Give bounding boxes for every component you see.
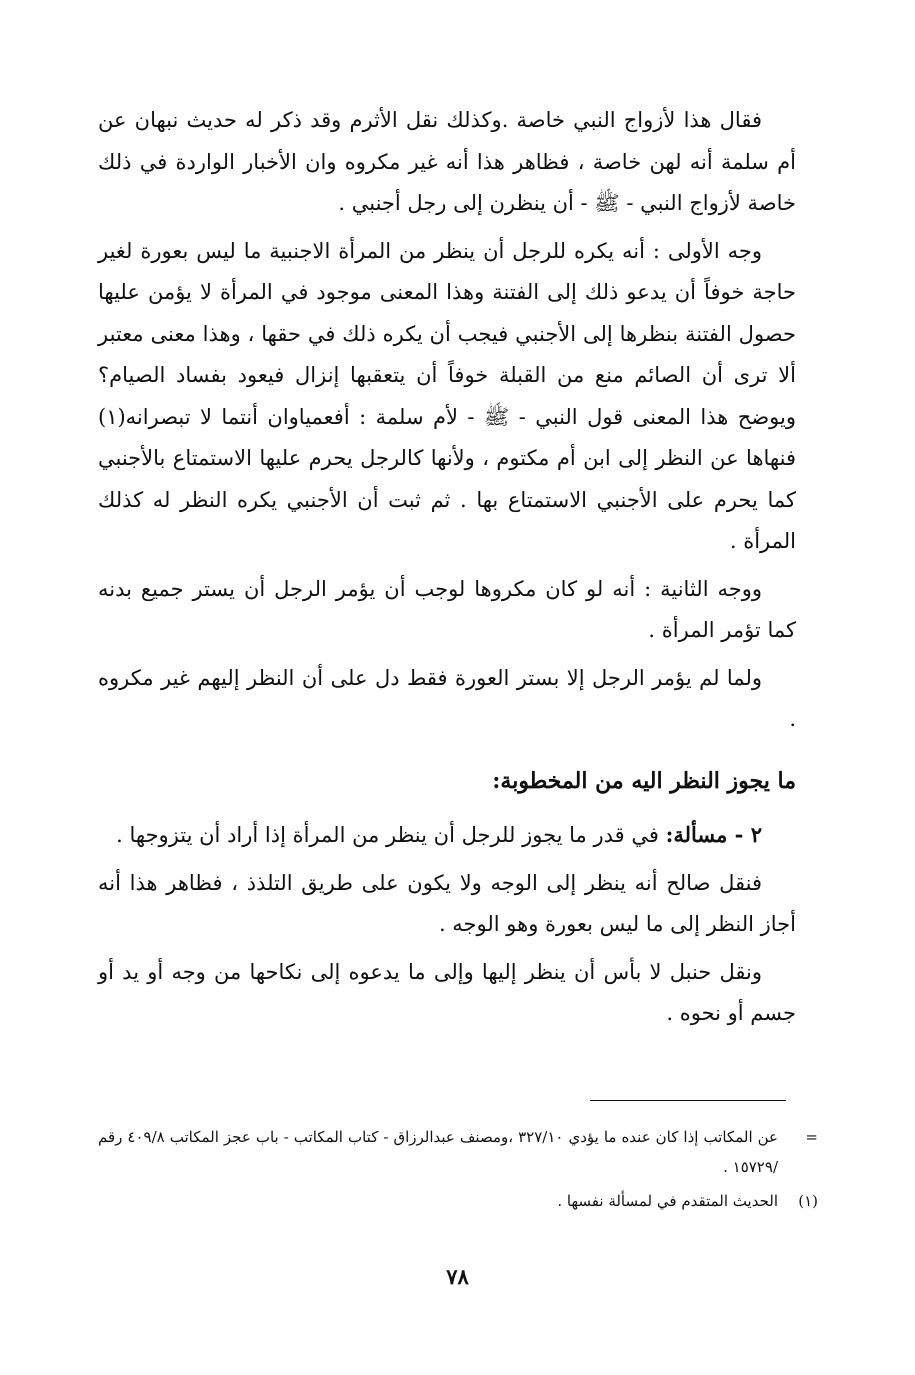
paragraph-6: ونقل حنبل لا بأس أن ينظر إليها وإلى ما يدعوه إلى نكاحها من وجه أو يد أو جسم أو نحوه .: [98, 959, 796, 1025]
paragraph-2: وجه الأولى : أنه يكره للرجل أن ينظر من المرأة الاجنبية ما ليس بعورة لغير حاجة خوفاً أن يدعو ذلك إلى الفتنة وهذا المعنى موجود في المرأة لا يؤمن عليها حصول الفتنة بنظرها إلى الأجنبي فيجب أن يكره ذلك في حقها ، وهذا معنى معتبر ألا ترى أن الصائم منع من القبلة خوفاً أن يتعقبها إنزال فيعود بفساد الصيام؟ويوضح هذا المعنى قول النبي - ﷺ - لأم سلمة : أفعمياوان أنتما لا تبصرانه(١) فنهاها عن النظر إلى ابن أم مكتوم ، ولأنها كالرجل يحرم عليها الاستمتاع بالأجنبي كما يحرم على الأجنبي الاستمتاع بها . ثم ثبت أن الأجنبي يكره النظر له كذلك المرأة .: [98, 238, 796, 553]
masala-number: ٢ -: [727, 822, 762, 847]
paragraph-5: فنقل صالح أنه ينظر إلى الوجه ولا يكون على طريق التلذذ ، فظاهر هذا أنه أجاز النظر إلى ما ليس بعورة وهو الوجه .: [98, 870, 796, 936]
footnotes: [98, 1122, 818, 1220]
paragraph-4: ولما لم يؤمر الرجل إلا بستر العورة فقط دل على أن النظر إليهم غير مكروه .: [98, 665, 796, 731]
footnote-continuation: [98, 1122, 818, 1182]
masala-text: في قدر ما يجوز للرجل أن ينظر من المرأة إذا أراد أن يتزوجها .: [116, 823, 666, 847]
section-heading: ما يجوز النظر اليه من المخطوبة:: [492, 767, 796, 794]
footnote-text: الحديث المتقدم في لمسألة نفسها .: [557, 1192, 778, 1210]
masala-paragraph: [98, 814, 796, 857]
footnote-marker: (١): [798, 1192, 818, 1210]
footnote-1: [98, 1186, 818, 1216]
footnote-marker: =: [805, 1128, 818, 1146]
footnote-text: عن المكاتب إذا كان عنده ما يؤدي ٣٢٧/١٠ ،ومصنف عبدالرزاق - كتاب المكاتب - باب عجز المكاتب ٤٠٩/٨ رقم /١٥٧٢٩ .: [98, 1128, 778, 1176]
paragraph-3: ووجه الثانية : أنه لو كان مكروها لوجب أن يؤمر الرجل أن يستر جميع بدنه كما تؤمر المرأة .: [98, 576, 796, 642]
footnote-divider: [590, 1100, 786, 1101]
main-text: [98, 100, 796, 1041]
paragraph-1: فقال هذا لأزواج النبي خاصة .وكذلك نقل الأثرم وقد ذكر له حديث نبهان عن أم سلمة أنه لهن خاصة ، فظاهر هذا أنه غير مكروه وان الأخبار الواردة في ذلك خاصة لأزواج النبي - ﷺ - أن ينظرن إلى رجل أجنبي .: [98, 108, 796, 215]
page-number: ٧٨: [446, 1264, 469, 1289]
masala-label: مسألة:: [665, 822, 728, 847]
